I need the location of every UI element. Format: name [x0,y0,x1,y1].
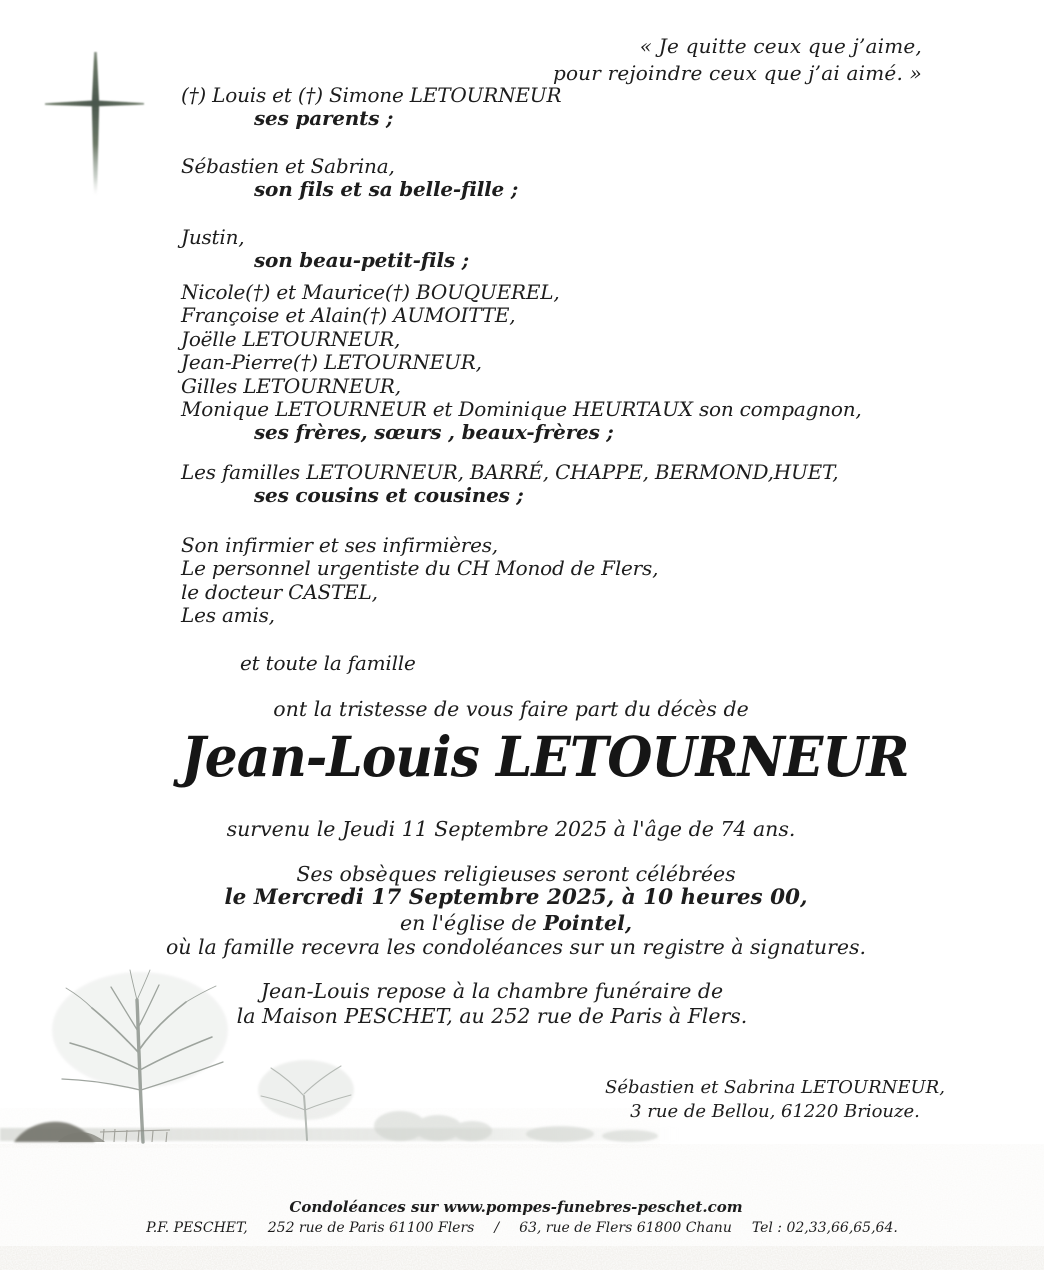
ceremony-date-line: le Mercredi 17 Septembre 2025, à 10 heures 00, [224,885,808,911]
funeral-home-footer [0,1220,1044,1236]
contact-line: 3 rue de Bellou, 61220 Briouze. [630,1101,920,1122]
relation-line: ses parents ; [254,106,394,131]
closing-line: et toute la famille [240,651,416,675]
relation-line: ses cousins et cousines ; [254,483,524,508]
condolences-website-line: Condoléances sur www.pompes-funebres-peschet.com [289,1198,743,1216]
contact-line: Sébastien et Sabrina LETOURNEUR, [605,1077,945,1098]
family-group-son [181,155,518,202]
quote [553,33,922,87]
names-line: Les familles LETOURNEUR, BARRÉ, CHAPPE, BERMOND,HUET, [181,460,839,484]
ceremony-line: Ses obsèques religieuses seront célébrées [296,862,736,886]
ceremony-church-line [0,911,1032,935]
names-line: Justin, [181,225,245,249]
names-line: Le personnel urgentiste du CH Monod de Flers, [181,556,659,581]
relation-line: son beau-petit-fils ; [254,248,469,273]
names-line: Joëlle LETOURNEUR, [181,326,401,351]
relation-line: ses frères, sœurs , beaux-frères ; [254,420,614,445]
names-line: Nicole(†) et Maurice(†) BOUQUEREL, [181,280,560,304]
church-prefix: en l'église de [399,910,544,935]
quote-line: pour rejoindre ceux que j’ai aimé. » [552,61,922,85]
death-date-line: survenu le Jeudi 11 Septembre 2025 à l'âge de 74 ans. [226,817,796,841]
deceased-name [46,724,1044,789]
ceremony-details [0,862,1032,960]
names-line: Les amis, [181,603,275,628]
names-line: Gilles LETOURNEUR, [181,373,401,398]
names-line: Son infirmier et ses infirmières, [181,533,498,557]
repose-line: la Maison PESCHET, au 252 rue de Paris à Flers. [236,1004,748,1028]
relation-line: son fils et sa belle-fille ; [254,177,519,202]
names-line: (†) Louis et (†) Simone LETOURNEUR [181,83,562,107]
deceased-name-text: Jean-Louis LETOURNEUR [181,724,909,789]
footer-address-flers: 252 rue de Paris 61100 Flers [267,1220,475,1236]
names-line: le docteur CASTEL, [181,579,378,604]
names-line: Françoise et Alain(†) AUMOITTE, [181,303,516,328]
caregivers-group [181,534,658,628]
footer-address-chanu: 63, rue de Flers 61800 Chanu [519,1220,732,1236]
ceremony-register-line: où la famille recevra les condoléances sur un registre à signatures. [165,935,867,960]
names-line: Jean-Pierre(†) LETOURNEUR, [181,350,482,375]
footer-telephone: Tel : 02,33,66,65,64. [751,1220,898,1236]
intro-line: ont la tristesse de vous faire part du décès de [273,697,749,721]
family-group-siblings [181,281,862,445]
names-line: Sébastien et Sabrina, [181,154,395,178]
family-group-parents [181,84,561,131]
repose-line: Jean-Louis repose à la chambre funéraire de [260,979,724,1003]
quote-line: « Je quitte ceux que j’aime, [639,34,922,58]
family-contact-address [523,1076,1027,1124]
footer-separator: / [494,1220,500,1236]
family-group-grandson [181,226,469,273]
church-place: Pointel, [543,910,633,935]
footer-company: P.F. PESCHET, [146,1220,248,1236]
names-line: Monique LETOURNEUR et Dominique HEURTAUX son compagnon, [181,397,862,422]
family-group-cousins [181,461,838,508]
